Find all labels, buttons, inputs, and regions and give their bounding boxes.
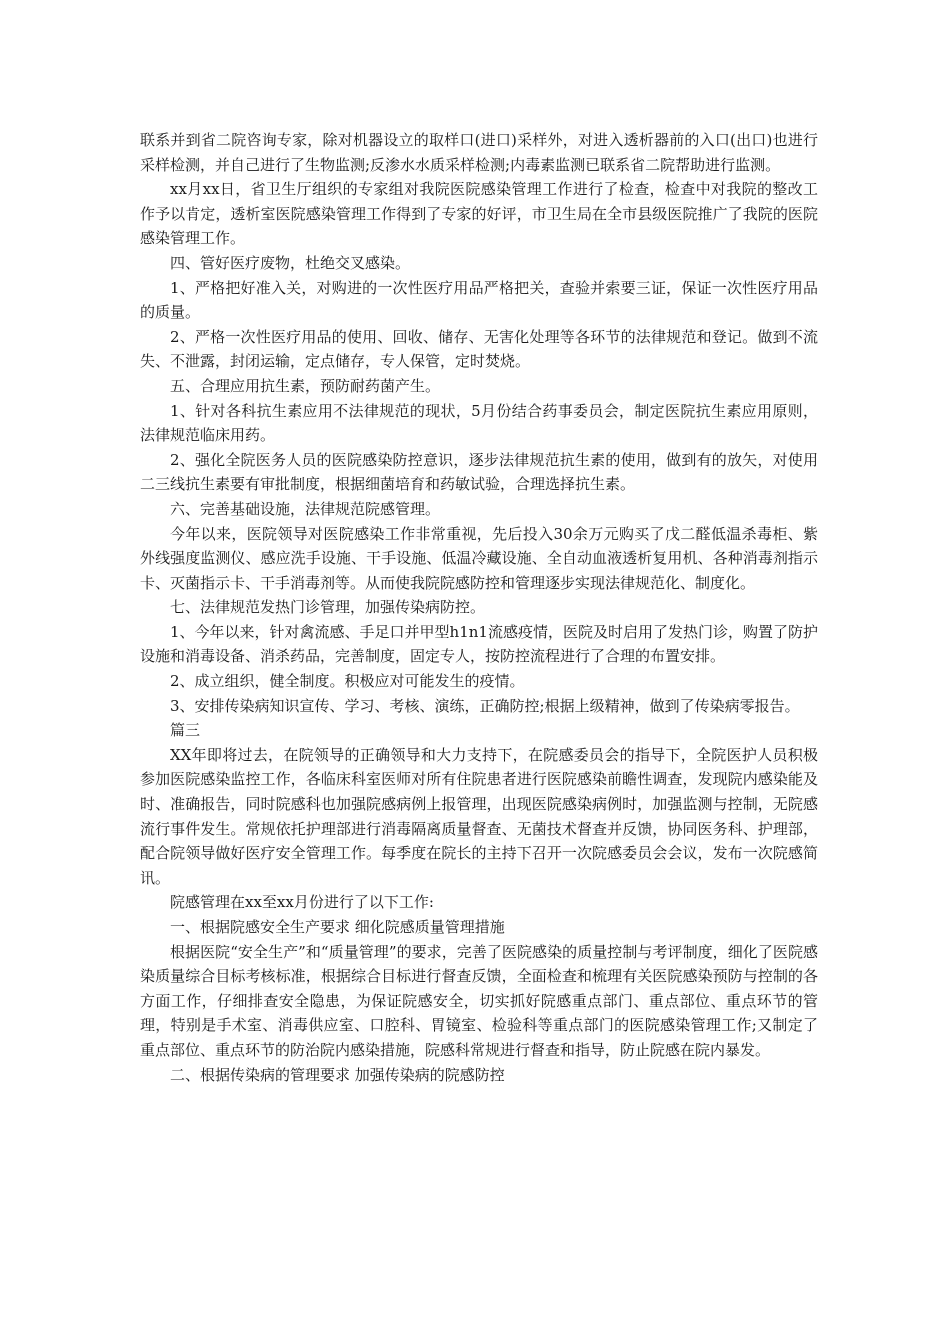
document-body (140, 128, 818, 1087)
paragraph: 根据医院“安全生产”和“质量管理”的要求，完善了医院感染的质量控制与考评制度，细化了医院感染质量综合目标考核标准，根据综合目标进行督查反馈，全面检查和梳理有关医院感染预防与控制的各方面工作，仔细排查安全隐患，为保证院感安全，切实抓好院感重点部门、重点部位、重点环节的管理，特别是手术室、消毒供应室、口腔科、胃镜室、检验科等重点部门的医院感染管理工作;又制定了重点部位、重点环节的防治院内感染措施，院感科常规进行督查和指导，防止院感在院内暴发。 (140, 942, 818, 1059)
section-heading: 七、法律规范发热门诊管理，加强传染病防控。 (170, 598, 486, 617)
paragraph: 3、安排传染病知识宣传、学习、考核、演练，正确防控;根据上级精神，做到了传染病零报告。 (170, 696, 800, 715)
paragraph: 1、严格把好准入关，对购进的一次性医疗用品严格把关，查验并索要三证，保证一次性医疗用品的质量。 (140, 278, 818, 322)
section-heading: 四、管好医疗废物，杜绝交叉感染。 (170, 253, 411, 272)
paragraph: XX年即将过去，在院领导的正确领导和大力支持下，在院感委员会的指导下，全院医护人员积极参加医院感染监控工作，各临床科室医师对所有住院患者进行医院感染前瞻性调查，发现院内感染能及时、准确报告，同时院感科也加强院感病例上报管理，出现医院感染病例时，加强监测与控制，无院感流行事件发生。常规依托护理部进行消毒隔离质量督查、无菌技术督查并反馈，协同医务科、护理部，配合院领导做好医疗安全管理工作。每季度在院长的主持下召开一次院感委员会会议，发布一次院感简讯。 (140, 745, 818, 887)
paragraph: 院感管理在xx至xx月份进行了以下工作: (170, 893, 434, 912)
section-heading: 二、根据传染病的管理要求 加强传染病的院感防控 (170, 1065, 505, 1084)
section-heading: 一、根据院感安全生产要求 细化院感质量管理措施 (170, 918, 505, 936)
paragraph: 1、针对各科抗生素应用不法律规范的现状，5月份结合药事委员会，制定医院抗生素应用原则，法律规范临床用药。 (140, 401, 818, 445)
paragraph: 2、成立组织，健全制度。积极应对可能发生的疫情。 (170, 672, 525, 691)
section-heading: 六、完善基础设施，法律规范院感管理。 (170, 499, 441, 518)
section-heading: 五、合理应用抗生素，预防耐药菌产生。 (170, 376, 441, 395)
paragraph: 2、严格一次性医疗用品的使用、回收、储存、无害化处理等各环节的法律规范和登记。做到不流失、不泄露，封闭运输，定点储存，专人保管，定时焚烧。 (140, 327, 818, 371)
paragraph: 2、强化全院医务人员的医院感染防控意识，逐步法律规范抗生素的使用，做到有的放矢，对使用二三线抗生素要有审批制度，根据细菌培育和药敏试验，合理选择抗生素。 (140, 450, 818, 494)
paragraph: 今年以来，医院领导对医院感染工作非常重视，先后投入30余万元购买了戊二醛低温杀毒柜、紫外线强度监测仪、感应洗手设施、干手设施、低温冷藏设施、全自动血液透析复用机、各种消毒剂指示卡、灭菌指示卡、干手消毒剂等。从而使我院院感防控和管理逐步实现法律规范化、制度化。 (140, 524, 818, 592)
paragraph: xx月xx日，省卫生厅组织的专家组对我院医院感染管理工作进行了检查，检查中对我院的整改工作予以肯定，透析室医院感染管理工作得到了专家的好评，市卫生局在全市县级医院推广了我院的医院感染管理工作。 (140, 180, 818, 248)
paragraph: 联系并到省二院咨询专家，除对机器设立的取样口(进口)采样外，对进入透析器前的入口(出口)也进行采样检测，并自己进行了生物监测;反渗水水质采样检测;内毒素监测已联系省二院帮助进行监测。 (140, 131, 818, 174)
paragraph: 1、今年以来，针对禽流感、手足口并甲型h1n1流感疫情，医院及时启用了发热门诊，购置了防护设施和消毒设备、消杀药品，完善制度，固定专人，按防控流程进行了合理的布置安排。 (140, 622, 818, 666)
part-heading: 篇三 (170, 721, 201, 740)
